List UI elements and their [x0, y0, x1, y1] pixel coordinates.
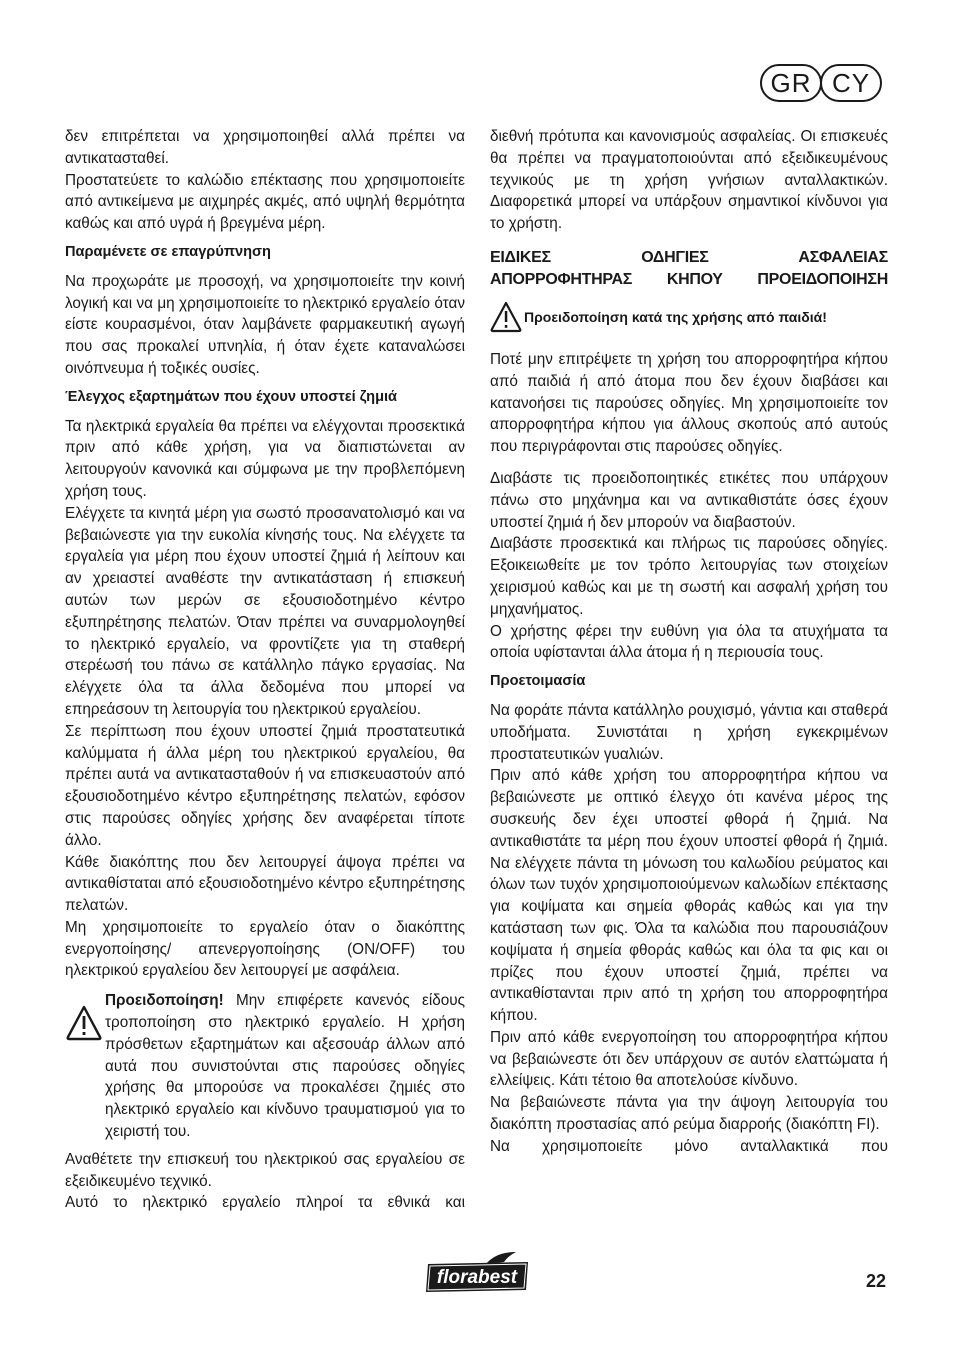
paragraph: Να βεβαιώνεστε πάντα για την άψογη λειτουργία του διακόπτη προστασίας από ρεύμα διαρροής (διακόπτη FI). [490, 1094, 888, 1134]
paragraph: Αναθέτετε την επισκευή του ηλεκτρικού σας εργαλείου σε εξειδικευμένο τεχνικό. [65, 1150, 465, 1190]
paragraph: Ποτέ μην επιτρέψετε τη χρήση του απορροφητήρα κήπου από παιδιά ή από άτομα που δεν έχουν διαβάσει και κατανοήσει τις παρούσες οδηγίες. Μη χρησιμοποιείτε τον απορροφητήρα κήπου για άλλους σκοπούς από αυτούς που περιγράφονται στις παρούσες οδηγίες. [490, 350, 888, 456]
paragraph: Ελέγχετε τα κινητά μέρη για σωστό προσανατολισμό και να βεβαιώνεστε για την ευκολία κίνησής τους. Να ελέγχετε τα εργαλεία για μέρη που έχουν υποστεί ζημιά ή λείπουν και αν χρειαστεί αναθέστε την αντικατάσταση ή επισκευή αυτών των μερών σε εξουσιοδοτημένο κέντρο εξυπηρέτησης πελατών. Όταν πρέπει να συναρμολογηθεί το ηλεκτρικό εργαλείο, να φροντίζετε για τη σταθερή στερέωσή του πάνω σε κατάλληλο πάγκο εργασίας. Να ελέγχετε όλα τα άλλα δεδομένα που μπορεί να επηρεάσουν τη λειτουργία του ηλεκτρικού εργαλείου. [65, 504, 465, 718]
modification-warning [65, 990, 465, 1143]
language-badge-cy: CY [820, 64, 882, 102]
language-badge-gr: GR [760, 64, 822, 102]
warning-triangle-icon [490, 301, 522, 335]
logo-leaf-icon [486, 1252, 516, 1264]
paragraph: Διαβάστε προσεκτικά και πλήρως τις παρούσες οδηγίες. Εξοικειωθείτε με τον τρόπο λειτουργίας των στοιχείων χειρισμού καθώς και με τη σωστή και ασφαλή χρήση του μηχανήματος. [490, 535, 888, 618]
children-warning [490, 301, 888, 335]
warning-label: Προειδοποίηση! [105, 992, 224, 1010]
warning-text: Μην επιφέρετε κανενός είδους τροποποίηση στο ηλεκτρικό εργαλείο. Η χρήση πρόσθετων εξαρτημάτων και αξεσουάρ άλλων από αυτά που συνιστούνται στις παρούσες οδηγίες χρήσης θα μπορούσε να προκαλέσει ζημιές στο ηλεκτρικό εργαλείο και κίνδυνο τραυματισμού για το χειριστή του. [105, 992, 465, 1141]
language-badges [760, 64, 880, 102]
florabest-logo [424, 1250, 530, 1294]
left-column [65, 126, 465, 1214]
subheading-preparation: Προετοιμασία [490, 673, 586, 690]
paragraph: Προστατεύετε το καλώδιο επέκτασης που χρησιμοποιείτε από αντικείμενα με αιχμηρές ακμές, από υψηλή θερμότητα καθώς και από υγρά ή βρεγμένα μέρη. [65, 171, 465, 233]
paragraph: διεθνή πρότυπα και κανονισμούς ασφαλείας. Οι επισκευές θα πρέπει να πραγματοποιούνται από εξειδικευμένους τεχνικούς με τη χρήση γνήσιων ανταλλακτικών. Διαφορετικά μπορεί να υπάρξουν σημαντικοί κίνδυνοι για το χρήστη. [490, 128, 888, 233]
paragraph: Να χρησιμοποιείτε μόνο ανταλλακτικά που [490, 1137, 888, 1155]
logo-text: florabest [436, 1267, 518, 1288]
section-title-line: ΕΙΔΙΚΕΣ ΟΔΗΓΙΕΣ ΑΣΦΑΛΕΙΑΣ [490, 248, 888, 266]
paragraph: Κάθε διακόπτης που δεν λειτουργεί άψογα πρέπει να αντικαθίσταται από εξουσιοδοτημένο κέντρο εξυπηρέτησης πελατών. [65, 853, 465, 915]
warning-paragraph [105, 990, 465, 1143]
subheading-stay-alert: Παραμένετε σε επαγρύπνηση [65, 243, 271, 260]
paragraph: Διαβάστε τις προειδοποιητικές ετικέτες που υπάρχουν πάνω στο μηχάνημα και να αντικαθιστάτε όσες έχουν υποστεί ζημιά ή δεν μπορούν να διαβαστούν. [490, 469, 888, 531]
children-warning-text: Προειδοποίηση κατά της χρήσης από παιδιά! [524, 308, 827, 325]
paragraph: Πριν από κάθε χρήση του απορροφητήρα κήπου να βεβαιώνεστε με οπτικό έλεγχο ότι κανένα μέρος της συσκευής δεν έχει υποστεί φθορά ή ζημιά. Να αντικαθιστάτε τα μέρη που έχουν υποστεί φθορά ή ζημιά. Να ελέγχετε πάντα τη μόνωση του καλωδίου ρεύματος και όλων των τυχόν χρησιμοποιούμενων καλωδίων επέκτασης για κοψίματα και σημεία φθοράς καθώς και για την κατάσταση των φις. Όλα τα καλώδια που παρουσιάζουν κοψίματα ή σημεία φθοράς καθώς και όλα τα φις και οι πρίζες που έχουν υποστεί ζημιά, πρέπει να αντικαθίστανται πριν από τη χρήση του απορροφητήρα κήπου. [490, 767, 888, 1025]
paragraph: Αυτό το ηλεκτρικό εργαλείο πληροί τα εθνικά και [65, 1194, 465, 1212]
right-column [490, 126, 888, 1158]
paragraph: Σε περίπτωση που έχουν υποστεί ζημιά προστατευτικά καλύμματα ή άλλα μέρη του ηλεκτρικού εργαλείου, θα πρέπει αυτά να αντικατασταθούν ή να επισκευαστούν από εξουσιοδοτημένο κέντρο εξυπηρέτησης πελατών, εφόσον στις παρούσες οδηγίες χρήσης δεν αναφέρεται τίποτε άλλο. [65, 722, 465, 849]
subheading-damaged-parts: Έλεγχος εξαρτημάτων που έχουν υποστεί ζημιά [65, 388, 398, 405]
paragraph: Μη χρησιμοποιείτε το εργαλείο όταν ο διακόπτης ενεργοποίησης/ απενεργοποίησης (ON/OFF) του ηλεκτρικού εργαλείου δεν λειτουργεί με ασφάλεια. [65, 918, 465, 980]
section-title [490, 247, 888, 291]
paragraph: Πριν από κάθε ενεργοποίηση του απορροφητήρα κήπου να βεβαιώνεστε ότι δεν υπάρχουν σε αυτόν ελαττώματα ή ελλείψεις. Κάτι τέτοιο θα αποτελούσε κίνδυνο. [490, 1028, 888, 1090]
warning-triangle-icon [65, 1004, 103, 1048]
section-title-line: ΑΠΟΡΡΟΦΗΤΗΡΑΣ ΚΗΠΟΥ ΠΡΟΕΙΔΟΠΟΙΗΣΗ [490, 270, 888, 288]
paragraph: Τα ηλεκτρικά εργαλεία θα πρέπει να ελέγχονται προσεκτικά πριν από κάθε χρήση, για να διαπιστώνεται αν λειτουργούν κανονικά και σύμφωνα με την προβλεπόμενη χρήση τους. [65, 417, 465, 500]
paragraph: δεν επιτρέπεται να χρησιμοποιηθεί αλλά πρέπει να αντικατασταθεί. [65, 128, 465, 167]
paragraph: Να προχωράτε με προσοχή, να χρησιμοποιείτε την κοινή λογική και να μη χρησιμοποιείτε το ηλεκτρικό εργαλείο όταν είστε κουρασμένοι, όταν λαμβάνετε φαρμακευτική αγωγή που σας προκαλεί υπνηλία, ή όταν έχετε καταναλώσει οινόπνευμα ή τοξικές ουσίες. [65, 272, 465, 377]
paragraph: Ο χρήστης φέρει την ευθύνη για όλα τα ατυχήματα τα οποία υφίστανται άλλα άτομα ή η περιουσία τους. [490, 622, 888, 662]
page-number: 22 [866, 1271, 887, 1291]
paragraph: Να φοράτε πάντα κατάλληλο ρουχισμό, γάντια και σταθερά υποδήματα. Συνιστάται η χρήση εγκεκριμένων προστατευτικών γυαλιών. [490, 701, 888, 763]
